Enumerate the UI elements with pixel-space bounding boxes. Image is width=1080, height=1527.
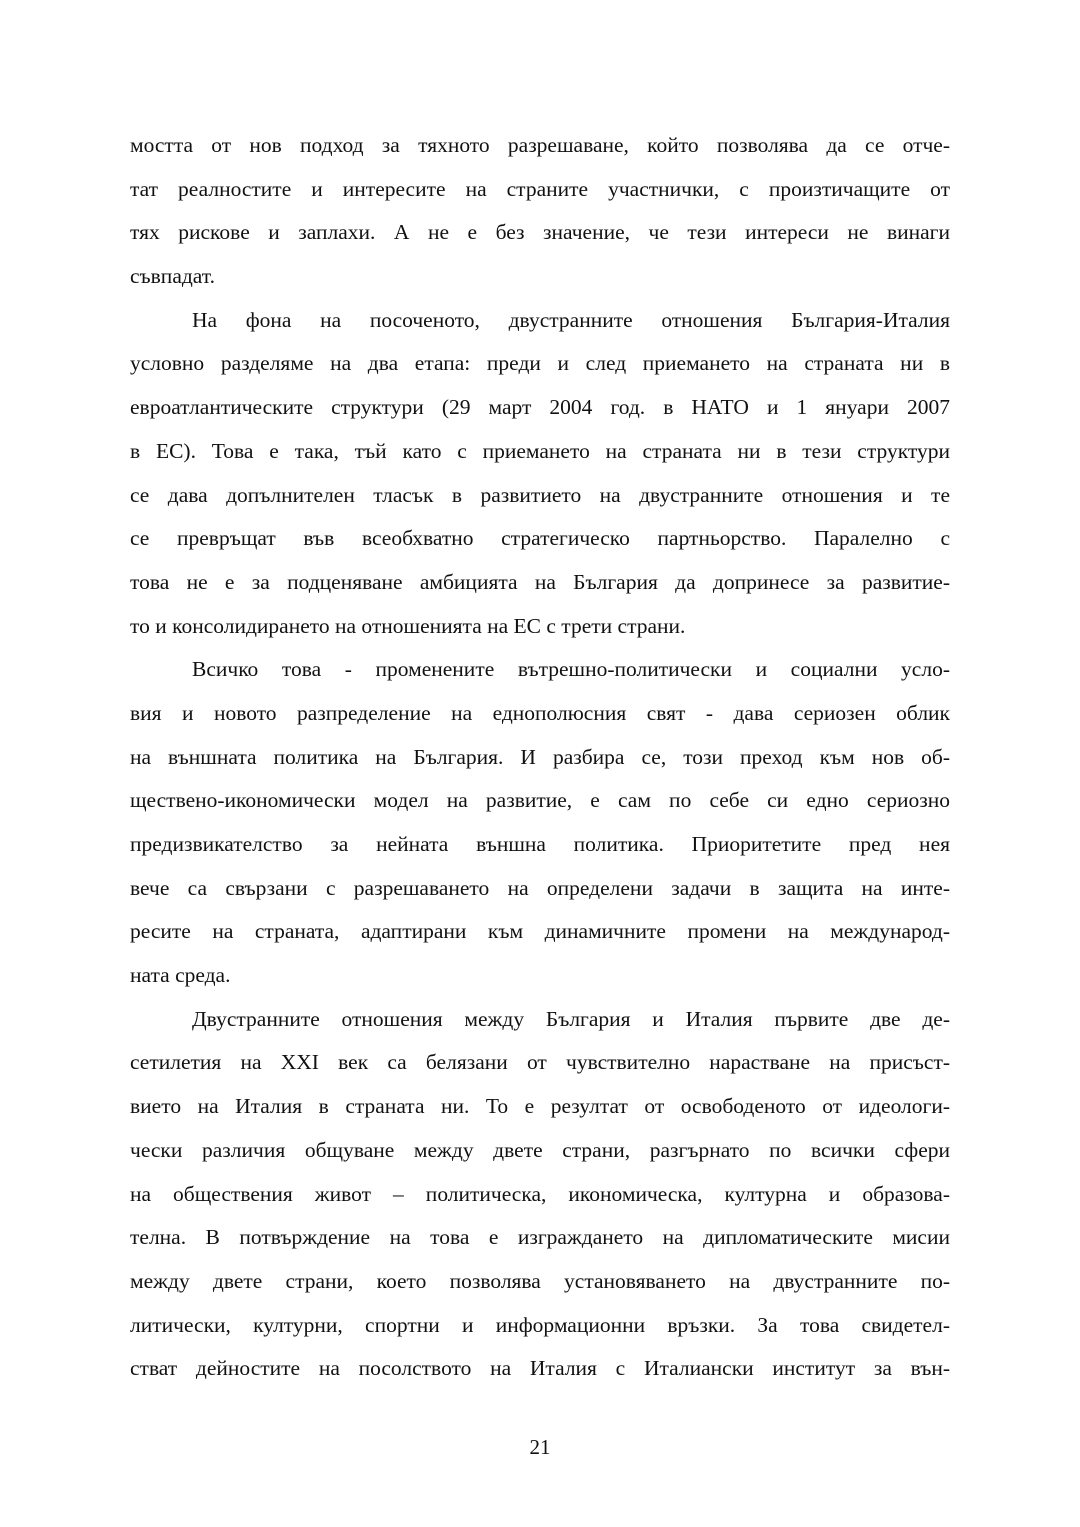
text-line: ната среда. [130,963,231,988]
text-line: стват дейностите на посолството на Италия с Италиански институт за вън- [130,1356,950,1381]
text-line: тях рискове и заплахи. А не е без значение, че тези интереси не винаги [130,220,950,245]
paragraph-start-line: Двустранните отношения между България и Италия първите две де- [192,1006,950,1031]
text-line: вече са свързани с разрешаването на определени задачи в защита на инте- [130,875,950,900]
text-line: в ЕС). Това е така, тъй като с приемането на страната ни в тези структури [130,438,950,463]
text-line: телна. В потвърждение на това е изграждането на дипломатическите мисии [130,1225,950,1250]
text-line: сетилетия на XXI век са белязани от чувствително нарастване на присъст- [130,1050,950,1075]
text-line: тат реалностите и интересите на страните участнички, с произтичащите от [130,176,950,201]
text-line: евроатлантическите структури (29 март 2004 год. в НАТО и 1 януари 2007 [130,395,950,420]
body-text [130,124,950,1391]
text-line: се превръщат във всеобхватно стратегическо партньорство. Паралелно с [130,526,950,551]
page-number: 21 [529,1435,551,1459]
text-line: на външната политика на България. И разбира се, този преход към нов об- [130,744,950,769]
text-line: съвпадат. [130,264,215,289]
text-line: вия и новото разпределение на еднополюсния свят - дава сериозен облик [130,700,950,725]
text-line: между двете страни, което позволява установяването на двустранните по- [130,1268,950,1293]
text-line: литически, културни, спортни и информационни връзки. За това свидетел- [130,1312,950,1337]
paragraph-start-line: Всичко това - променените вътрешно-политически и социални усло- [192,657,950,682]
paragraph-start-line: На фона на посоченото, двустранните отношения България-Италия [192,307,950,332]
text-line: условно разделяме на два етапа: преди и след приемането на страната ни в [130,351,950,376]
text-line: мостта от нов подход за тяхното разрешаване, който позволява да се отче- [130,133,950,157]
text-line: това не е за подценяване амбицията на България да допринесе за развитие- [130,569,950,594]
text-line: на обществения живот – политическа, икономическа, културна и образова- [130,1181,950,1206]
text-line: предизвикателство за нейната външна политика. Приоритетите пред нея [130,832,950,856]
text-line: ресите на страната, адаптирани към динамичните промени на международ- [130,919,950,944]
text-line: то и консолидирането на отношенията на ЕС с трети страни. [130,613,686,638]
text-line: чески различия общуване между двете страни, разгърнато по всички сфери [130,1137,950,1162]
text-line: се дава допълнителен тласък в развитието на двустранните отношения и те [130,482,950,507]
text-line: вието на Италия в страната ни. То е резултат от освободеното от идеологи- [130,1094,950,1119]
text-line: ществено-икономически модел на развитие, е сам по себе си едно сериозно [130,788,950,813]
